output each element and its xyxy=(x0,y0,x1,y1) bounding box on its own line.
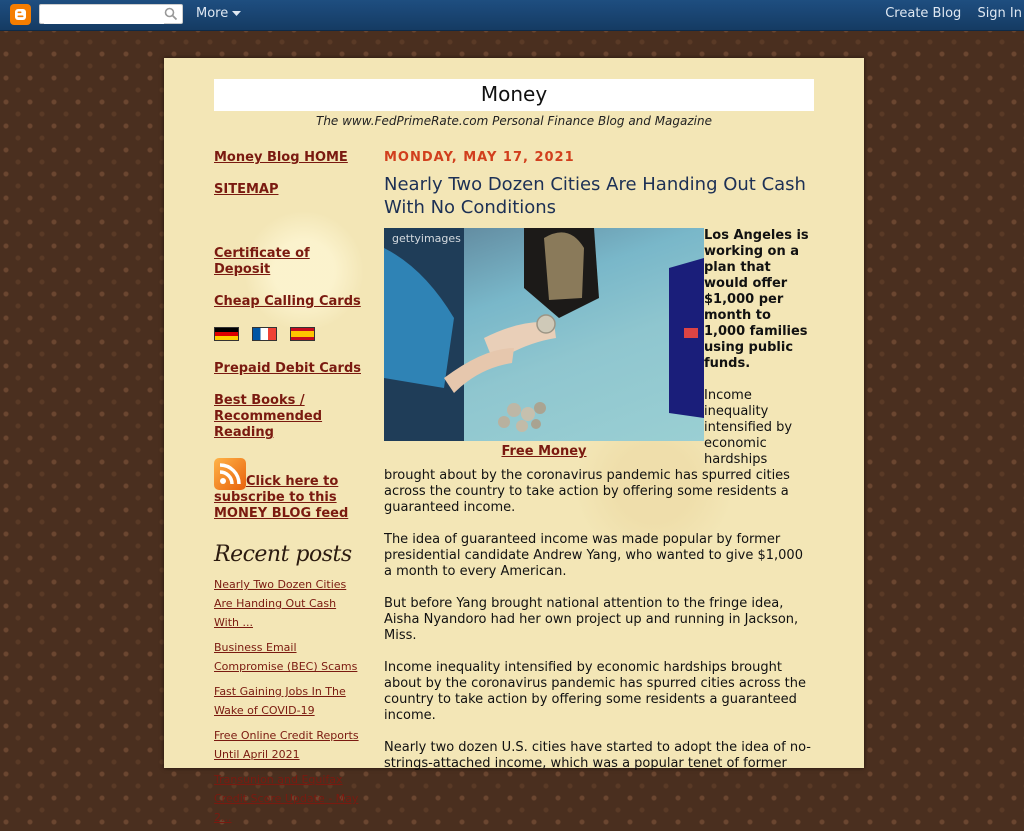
recent-post-link[interactable]: Business Email Compromise (BEC) Scams xyxy=(214,641,358,673)
sidebar-link-prepaid[interactable]: Prepaid Debit Cards xyxy=(214,361,361,376)
sidebar-link-home[interactable]: Money Blog HOME xyxy=(214,150,348,165)
sign-in-link[interactable]: Sign In xyxy=(977,6,1022,21)
blog-description: The www.FedPrimeRate.com Personal Finance Blog and Magazine xyxy=(315,114,713,128)
navbar-actions xyxy=(873,6,1022,21)
spain-flag-icon[interactable] xyxy=(290,327,315,341)
page-container xyxy=(164,58,864,824)
list-item xyxy=(214,768,364,825)
subscribe-link[interactable] xyxy=(214,458,364,522)
recent-post-link[interactable]: Fast Gaining Jobs In The Wake of COVID-19 xyxy=(214,685,346,717)
main-content xyxy=(384,150,814,788)
post-paragraph: The idea of guaranteed income was made popular by former presidential candidate Andrew Yang, who wanted to give $1,000 a month to every American. xyxy=(384,532,803,579)
recent-post-link[interactable]: Transunion and Equifax Credit Score Update - May 2... xyxy=(214,773,359,824)
sidebar-link-books[interactable]: Best Books / Recommended Reading xyxy=(214,393,323,440)
blogger-navbar xyxy=(0,0,1024,31)
post-paragraph: Income inequality intensified by economic hardships brought about by the coronavirus pandemic has spurred cities across the country to take action by offering some residents a guaranteed income. xyxy=(384,388,793,515)
sidebar-link-calling-cards[interactable]: Cheap Calling Cards xyxy=(214,294,361,309)
subscribe-label: Click here to subscribe to this MONEY BLOG feed xyxy=(214,474,349,521)
post-figure xyxy=(384,228,704,460)
navbar-search xyxy=(39,4,183,24)
germany-flag-icon[interactable] xyxy=(214,327,239,341)
list-item xyxy=(214,724,364,762)
post-lead: Los Angeles is working on a plan that would offer $1,000 per month to 1,000 families using public funds. xyxy=(704,228,809,371)
list-item xyxy=(214,573,364,630)
blogger-logo-icon[interactable] xyxy=(10,4,31,25)
post-paragraph: Nearly two dozen U.S. cities have started to adopt the idea of no-strings-attached income, which was a popular tenet of former xyxy=(384,740,811,771)
search-icon[interactable] xyxy=(164,7,178,21)
recent-post-link[interactable]: Nearly Two Dozen Cities Are Handing Out Cash With ... xyxy=(214,578,347,629)
more-label: More xyxy=(196,6,229,21)
sidebar xyxy=(214,150,364,831)
more-menu-button[interactable] xyxy=(196,6,241,21)
post-date: MONDAY, MAY 17, 2021 xyxy=(384,150,575,165)
language-flags xyxy=(214,327,364,341)
france-flag-icon[interactable] xyxy=(252,327,277,341)
post-paragraph: Income inequality intensified by economic hardships brought about by the coronavirus pandemic has spurred cities across the country to take action by offering some residents a guaranteed income. xyxy=(384,660,807,723)
subscribe-row xyxy=(214,458,364,522)
post-paragraph: But before Yang brought national attention to the fringe idea, Aisha Nyandoro had her own project up and running in Jackson, Miss. xyxy=(384,596,799,643)
post-title[interactable]: Nearly Two Dozen Cities Are Handing Out Cash With No Conditions xyxy=(384,174,806,218)
create-blog-link[interactable]: Create Blog xyxy=(885,6,962,21)
list-item xyxy=(214,636,364,674)
money-photo[interactable] xyxy=(384,228,704,441)
post-body xyxy=(384,228,814,772)
sidebar-link-cd[interactable]: Certificate of Deposit xyxy=(214,246,310,277)
recent-post-link[interactable]: Free Online Credit Reports Until April 2021 xyxy=(214,729,359,761)
image-caption-link[interactable]: Free Money xyxy=(501,444,587,459)
image-watermark: gettyimages xyxy=(392,232,461,245)
search-input[interactable] xyxy=(44,8,164,24)
recent-posts-heading: Recent posts xyxy=(214,542,352,567)
blog-title[interactable]: Money xyxy=(214,79,814,111)
recent-posts-list xyxy=(214,573,364,825)
rss-icon[interactable] xyxy=(214,458,246,490)
chevron-down-icon xyxy=(232,11,241,17)
list-item xyxy=(214,680,364,718)
sidebar-link-sitemap[interactable]: SITEMAP xyxy=(214,182,279,197)
